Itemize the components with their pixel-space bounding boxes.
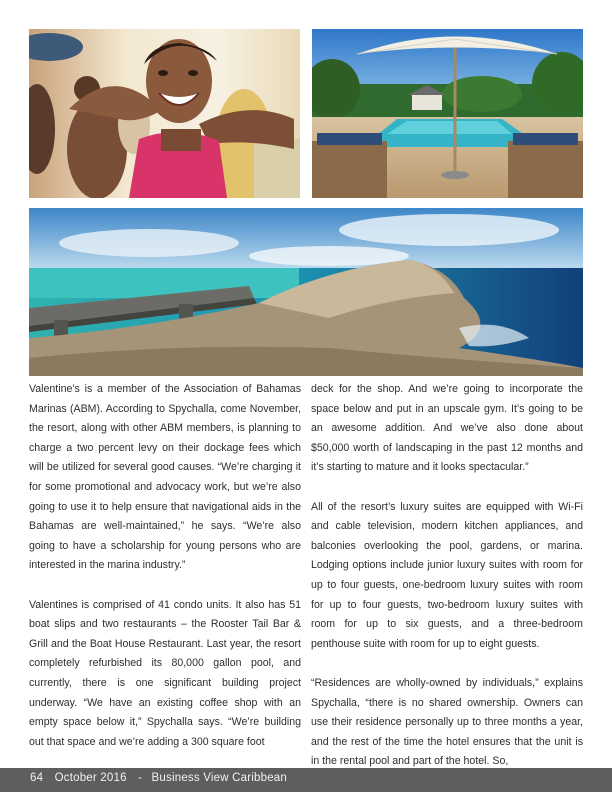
article-paragraph: All of the resort’s luxury suites are equipped with Wi-Fi and cable television, modern kitchen appliances, and balconies overlooking the pool, gardens, or marina. Lodging options include junior luxury suites with room for up to four guests, one-bedroom luxury suites with room for up to four guests, two-bedroom luxury suites with room for up to six guests, and a three-bedroom penthouse suite with room for up to eight guests. — [311, 500, 583, 650]
resort-pool-photo — [312, 29, 583, 198]
issue-date: October 2016 — [54, 772, 127, 784]
smiling-woman-photo — [29, 29, 300, 198]
article-column-left — [29, 380, 301, 752]
article-column-right — [311, 380, 583, 772]
footer-separator: - — [138, 772, 143, 784]
page-footer — [0, 768, 612, 792]
coastline-bridge-photo — [29, 208, 583, 376]
article-paragraph: “Residences are wholly-owned by individuals,” explains Spychalla, “there is no shared ownership. Owners can use their residence personally up to three months a year, and the rest of the time the hotel ensures that the unit is in the rental pool and part of the hotel. So, — [311, 676, 583, 768]
publication-name: Business View Caribbean — [151, 772, 287, 784]
article-paragraph: Valentines is comprised of 41 condo units. It also has 51 boat slips and two restaurants – the Rooster Tail Bar & Grill and the Boat House Restaurant. Last year, the resort completely refurbished its 80,000 gallon pool, and currently, there is one significant building project underway. “We have an existing coffee shop with an empty space below it,” Spychalla says. “We’re building out that space and we’re adding a 300 square foot — [29, 598, 301, 748]
page-number: 64 — [30, 772, 44, 784]
footer-text — [30, 772, 287, 784]
article-paragraph: deck for the shop. And we’re going to incorporate the space below and put in an upscale gym. It’s going to be an awesome addition. And we’ve also done about $50,000 worth of landscaping in the past 12 months and it’s starting to mature and it looks spectacular.” — [311, 383, 583, 474]
article-paragraph: Valentine’s is a member of the Association of Bahamas Marinas (ABM). According to Spychalla, come November, the resort, along with other ABM members, is planning to charge a two percent levy on their dockage fees which will be utilized for several good causes. “We’re charging it for some promotional and advocacy work, but we’re also going to use it to help ensure that navigational aids in the Bahamas are well-maintained,” he says. “We’re also going to have a scholarship for young persons who are interested in the marina industry.” — [29, 383, 301, 572]
